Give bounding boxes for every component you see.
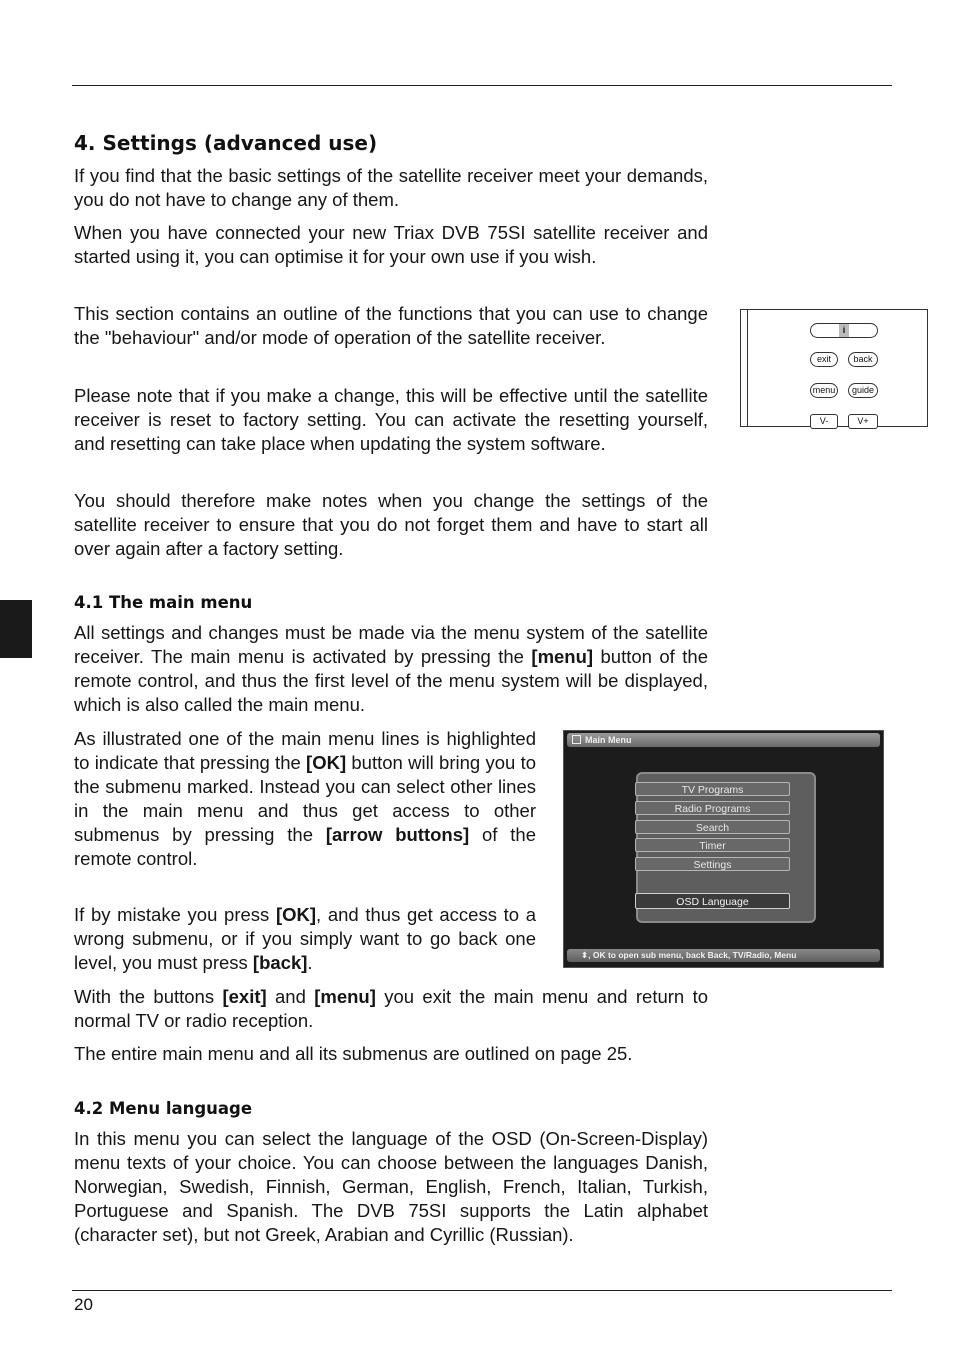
info-button: i — [810, 323, 878, 338]
intro-paragraph-5: You should therefore make notes when you change the settings of the satellite receiver to ensure that you do not forget them and have to start all over again after a factory setting. — [74, 490, 708, 559]
exit-button: exit — [810, 352, 838, 367]
main-menu-paragraph-1: All settings and changes must be made via the menu system of the satellite receiver. The main menu is activated by pressing the [menu] button of the remote control, and thus the first level of the menu system will be displayed, which is also called the main menu. — [74, 622, 708, 715]
section-heading-menu-language: 4.2 Menu language — [74, 1099, 253, 1118]
intro-paragraph-2: When you have connected your new Triax DVB 75SI satellite receiver and started using it, you can optimise it for your own use if you wish. — [74, 222, 708, 267]
volume-down-button: V- — [810, 414, 838, 429]
tv-menu-status-bar: ⬍, OK to open sub menu, back Back, TV/Radio, Menu — [567, 949, 880, 962]
page-number: 20 — [74, 1295, 93, 1314]
tv-menu-item-search: Search — [635, 820, 790, 834]
guide-button: guide — [848, 383, 878, 398]
intro-paragraph-4: Please note that if you make a change, this will be effective until the satellite receiver is reset to factory setting. You can activate the resetting yourself, and resetting can take place when updating the system software. — [74, 385, 708, 454]
menu-language-paragraph: In this menu you can select the language of the OSD (On-Screen-Display) menu texts of your choice. You can choose between the languages Danish, Norwegian, Swedish, Finnish, German, English, French, Italian, Turkish, Portuguese and Spanish. The DVB 75SI supports the Latin alphabet (character set), but not Greek, Arabian and Cyrillic (Russian). — [74, 1128, 708, 1245]
page-title: 4. Settings (advanced use) — [74, 131, 378, 155]
tv-menu-item-tv-programs: TV Programs — [635, 782, 790, 796]
main-menu-paragraph-5: The entire main menu and all its submenus are outlined on page 25. — [74, 1043, 633, 1064]
main-menu-paragraph-3: If by mistake you press [OK], and thus get access to a wrong submenu, or if you simply want to go back one level, you must press [back]. — [74, 904, 537, 973]
intro-paragraph-3: This section contains an outline of the functions that you can use to change the "behaviour" and/or mode of operation of the satellite receiver. — [74, 303, 708, 348]
tv-menu-item-settings: Settings — [635, 857, 790, 871]
tv-menu-item-timer: Timer — [635, 838, 790, 852]
top-rule — [72, 85, 892, 86]
volume-up-button: V+ — [848, 414, 878, 429]
main-menu-paragraph-2: As illustrated one of the main menu lines is highlighted to indicate that pressing the [OK] button will bring you to the submenu marked. Instead you can select other lines in the main menu and thus get access to other submenus by pressing the [arrow buttons] of the remote control. — [74, 728, 536, 869]
tv-menu-item-radio-programs: Radio Programs — [635, 801, 790, 815]
tv-menu-item-osd-language: OSD Language — [635, 893, 790, 909]
remote-control-figure — [740, 309, 928, 427]
bottom-rule — [72, 1290, 892, 1291]
back-button: back — [848, 352, 878, 367]
main-menu-screenshot — [563, 730, 884, 968]
main-menu-paragraph-4: With the buttons [exit] and [menu] you exit the main menu and return to normal TV or radio reception. — [74, 986, 708, 1031]
intro-paragraph-1: If you find that the basic settings of the satellite receiver meet your demands, you do not have to change any of them. — [74, 165, 708, 210]
checkbox-icon — [572, 735, 581, 744]
chapter-tab — [0, 600, 32, 658]
section-heading-main-menu: 4.1 The main menu — [74, 593, 253, 612]
menu-button: menu — [810, 383, 838, 398]
tv-menu-title-bar: Main Menu — [567, 733, 880, 747]
